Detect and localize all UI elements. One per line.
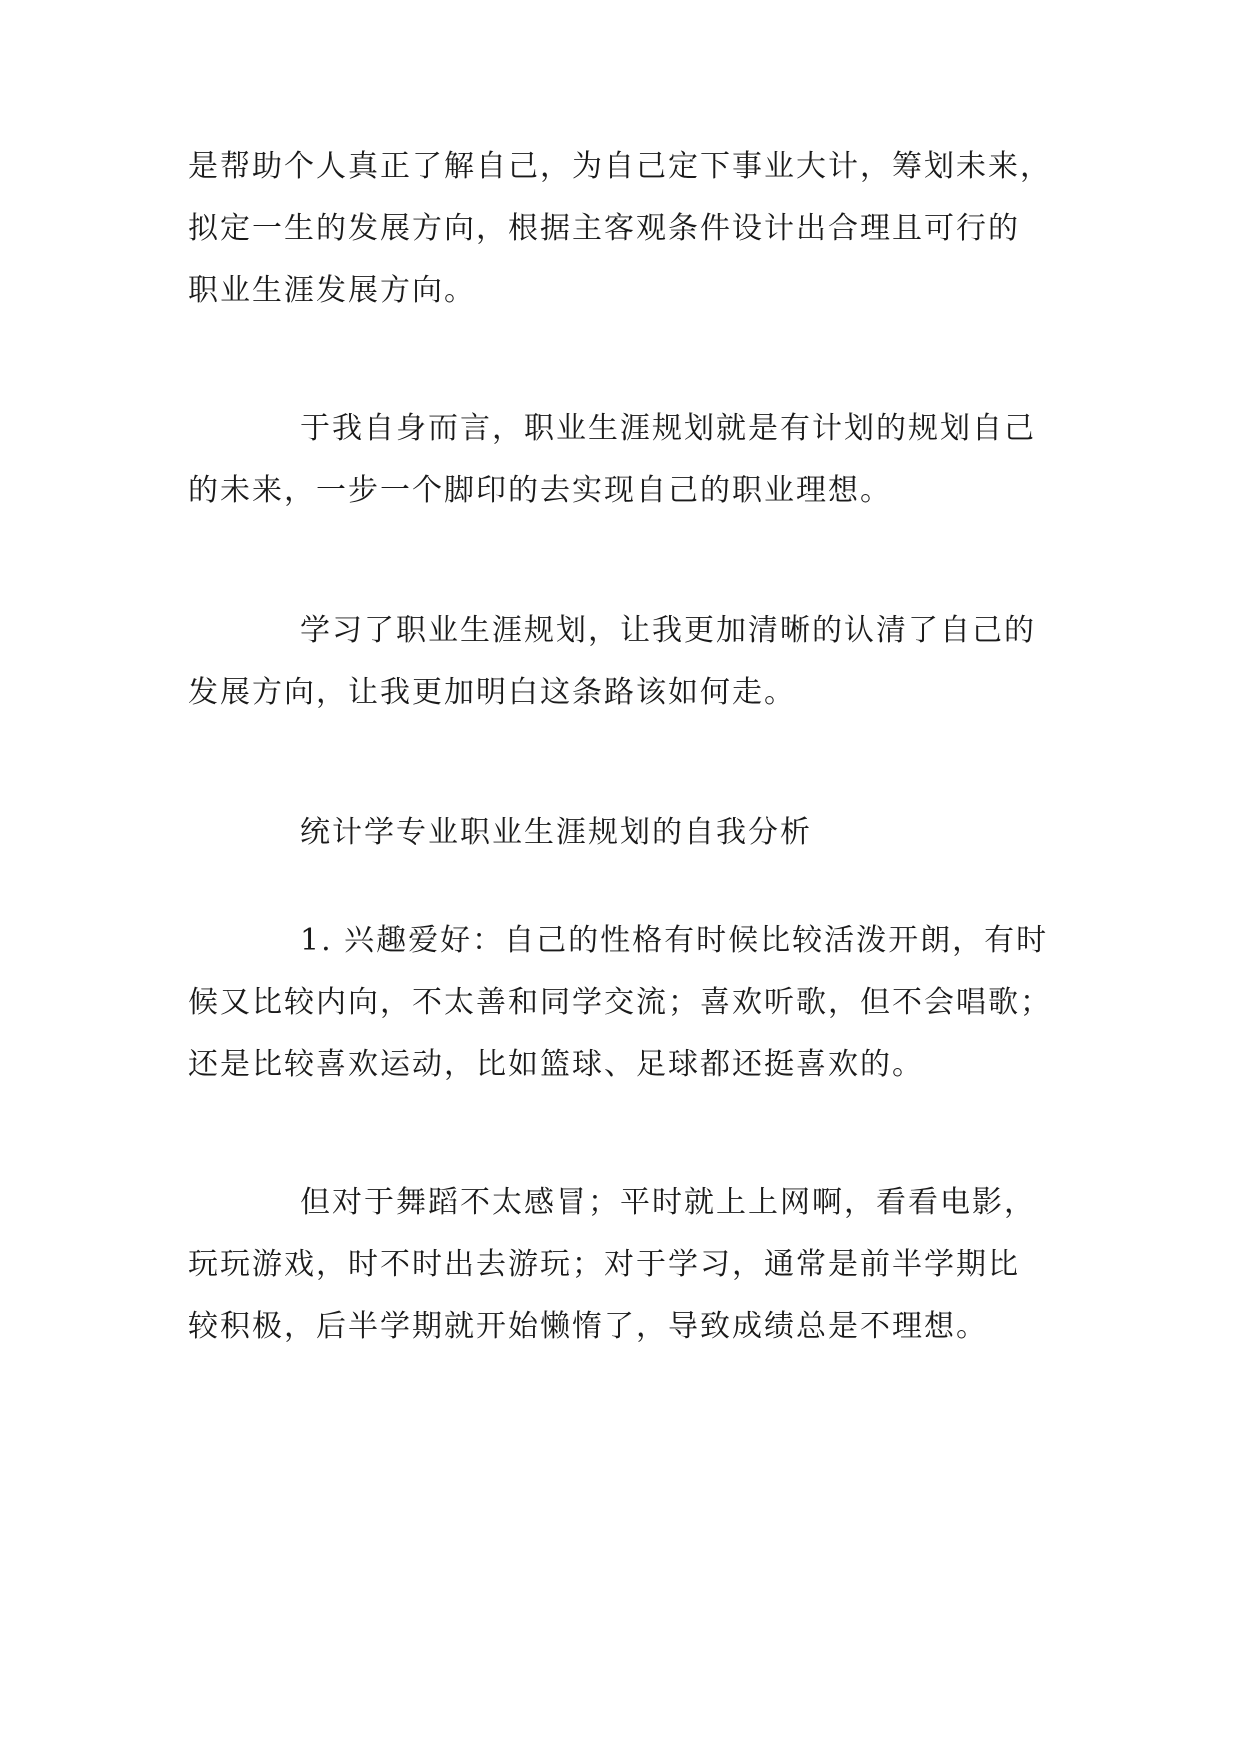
paragraph-line: 是帮助个人真正了解自己，为自己定下事业大计，筹划未来， xyxy=(188,149,1052,184)
paragraph-line: 发展方向，让我更加明白这条路该如何走。 xyxy=(188,675,796,710)
paragraph-career-planning-definition xyxy=(188,136,1058,322)
paragraph-line: 1. 兴趣爱好：自己的性格有时候比较活泼开朗，有时 xyxy=(300,923,1049,958)
paragraph-line: 但对于舞蹈不太感冒；平时就上上网啊，看看电影， xyxy=(300,1185,1036,1220)
paragraph-line: 还是比较喜欢运动，比如篮球、足球都还挺喜欢的。 xyxy=(188,1047,924,1082)
paragraph-line: 拟定一生的发展方向，根据主客观条件设计出合理且可行的 xyxy=(188,211,1020,246)
paragraph-line: 较积极，后半学期就开始懒惰了，导致成绩总是不理想。 xyxy=(188,1309,988,1344)
paragraph-line: 于我自身而言，职业生涯规划就是有计划的规划自己 xyxy=(300,411,1036,446)
paragraph-personal-view xyxy=(188,398,1058,522)
paragraph-interests-hobbies xyxy=(188,910,1058,1096)
paragraph-learning-outcome xyxy=(188,600,1058,724)
paragraph-line: 玩玩游戏，时不时出去游玩；对于学习，通常是前半学期比 xyxy=(188,1247,1020,1282)
paragraph-line: 职业生涯发展方向。 xyxy=(188,273,476,308)
paragraph-leisure-study xyxy=(188,1172,1058,1358)
section-heading-text: 统计学专业职业生涯规划的自我分析 xyxy=(300,815,812,850)
paragraph-line: 的未来，一步一个脚印的去实现自己的职业理想。 xyxy=(188,473,892,508)
section-heading xyxy=(188,802,1058,864)
paragraph-line: 候又比较内向，不太善和同学交流；喜欢听歌，但不会唱歌； xyxy=(188,985,1052,1020)
paragraph-line: 学习了职业生涯规划，让我更加清晰的认清了自己的 xyxy=(300,613,1036,648)
